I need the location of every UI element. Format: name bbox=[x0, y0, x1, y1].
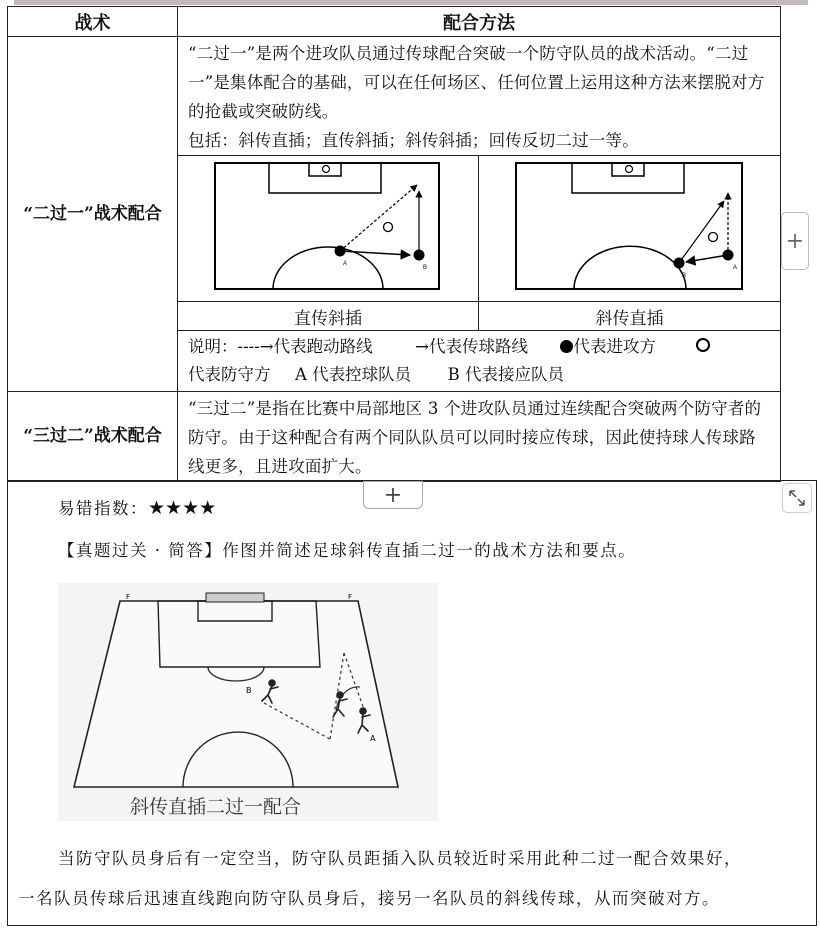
expand-button[interactable] bbox=[782, 483, 812, 513]
caption-straight-pass-diagonal-run: 直传斜插 bbox=[178, 302, 479, 331]
answer-line-2: 一名队员传球后迅速直线跑向防守队员身后，接另一名队员的斜线传球，从而突破对方。 bbox=[18, 889, 720, 908]
legend-defense: 代表防守方 bbox=[188, 365, 271, 384]
field-sketch-illustration bbox=[58, 583, 438, 821]
row1-description bbox=[178, 37, 781, 156]
row1-paragraph: “二过一”是两个进攻队员通过传球配合突破一个防守队员的战术活动。“二过一”是集体配合的基础，可以在任何场区、任何位置上运用这种方法来摆脱对方的抢截或突破防线。 bbox=[188, 44, 765, 121]
difficulty-line bbox=[58, 495, 216, 519]
legend-cell bbox=[178, 331, 781, 392]
question-text: 【真题过关 · 简答】作图并简述足球斜传直插二过一的战术方法和要点。 bbox=[58, 541, 637, 560]
expand-icon bbox=[783, 484, 811, 512]
straight-pass-diagonal-run-diagram bbox=[213, 161, 443, 293]
insert-block-button[interactable]: + bbox=[363, 481, 423, 509]
row-label-two-pass-one: “二过一”战术配合 bbox=[8, 37, 178, 392]
defender-ring-icon bbox=[696, 338, 710, 352]
svg-text:F: F bbox=[126, 593, 131, 601]
diagonal-pass-straight-run-diagram bbox=[514, 161, 746, 293]
row2-paragraph: “三过二”是指在比赛中局部地区 3 个进攻队员通过连续配合突破两个防守者的防守。由于这种配合有两个同队队员可以同时接应传球，因此使持球人传球路线更多，且进攻面扩大。 bbox=[178, 392, 781, 482]
side-add-button[interactable]: + bbox=[781, 212, 809, 270]
diagram-left-cell bbox=[178, 156, 479, 302]
answer-line-1: 当防守队员身后有一定空当，防守队员距插入队员较近时采用此种二过一配合效果好， bbox=[58, 849, 742, 868]
sketch-label-b: B bbox=[246, 686, 252, 695]
tactics-table bbox=[7, 6, 781, 482]
difficulty-label: 易错指数： bbox=[58, 499, 148, 518]
table-row bbox=[8, 392, 781, 482]
diagram-right-label-b: B bbox=[681, 272, 686, 279]
diagram-left-label-a: A bbox=[343, 260, 348, 267]
question-panel bbox=[7, 480, 817, 926]
table-row bbox=[8, 37, 781, 156]
svg-text:F: F bbox=[348, 593, 353, 601]
top-accent-bar bbox=[14, 0, 808, 5]
legend-attack: 代表进攻方 bbox=[573, 337, 656, 356]
attacker-dot-icon bbox=[560, 340, 573, 353]
diagram-left-label-b: B bbox=[423, 264, 428, 271]
sketch-label-a: A bbox=[370, 734, 376, 743]
legend-a: A 代表控球队员 bbox=[295, 365, 412, 384]
row-label-three-pass-two: “三过二”战术配合 bbox=[8, 392, 178, 482]
header-method: 配合方法 bbox=[178, 7, 781, 37]
difficulty-stars: ★★★★ bbox=[148, 497, 217, 519]
legend-prefix: 说明： bbox=[188, 337, 238, 356]
row1-includes: 包括：斜传直插；直传斜插；斜传斜插；回传反切二过一等。 bbox=[188, 131, 639, 150]
diagram-right-label-a: A bbox=[732, 264, 737, 271]
caption-diagonal-pass-straight-run: 斜传直插 bbox=[479, 302, 781, 331]
legend-pass: →代表传球路线 bbox=[415, 337, 528, 356]
sketch-caption: 斜传直插二过一配合 bbox=[130, 796, 302, 818]
diagram-right-cell bbox=[479, 156, 781, 302]
legend-b: B 代表接应队员 bbox=[447, 365, 565, 384]
legend-run: ----→代表跑动路线 bbox=[237, 337, 373, 356]
header-tactic: 战术 bbox=[8, 7, 178, 37]
table-header-row bbox=[8, 7, 781, 37]
